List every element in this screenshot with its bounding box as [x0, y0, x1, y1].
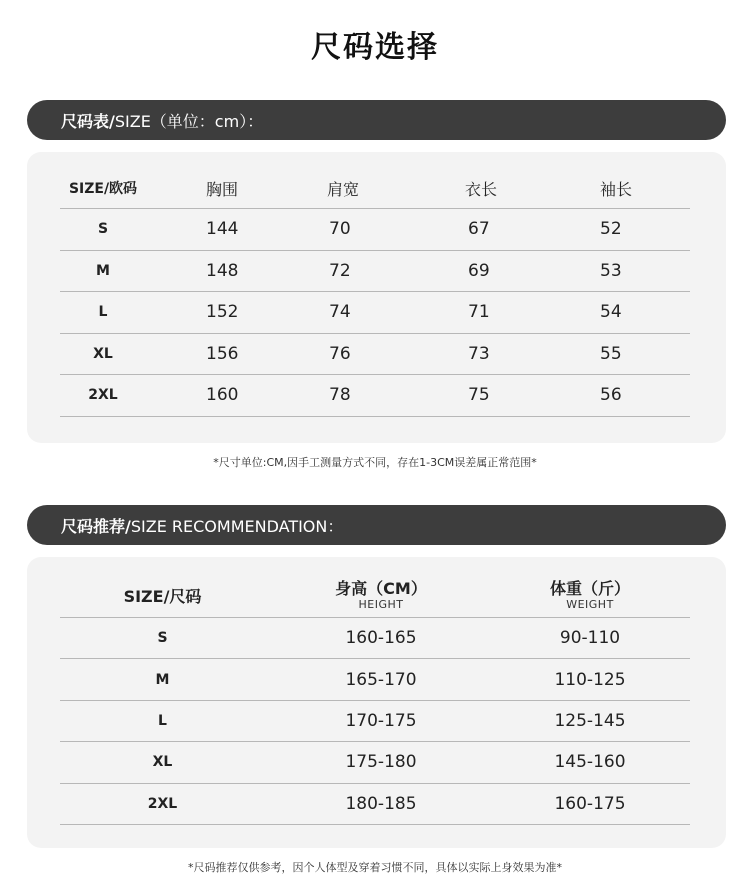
size-recommendation-header-bar [27, 505, 726, 545]
sleeve-cell: 56 [600, 385, 622, 406]
col-header-weight [515, 573, 665, 617]
table-row [60, 209, 690, 251]
sleeve-cell: 53 [600, 260, 622, 281]
size-chart-bar-bold: 尺码表/ [61, 111, 115, 131]
chest-cell: 160 [206, 385, 239, 406]
size-recommendation-note: *尺码推荐仅供参考，因个人体型及穿着习惯不同，具体以实际上身效果为准* [188, 861, 562, 874]
size-chart-header-bar [27, 100, 726, 140]
col-header-chest: 胸围 [206, 179, 239, 199]
table-row [60, 292, 690, 334]
col-header-shoulder: 肩宽 [327, 179, 360, 199]
col-header-size: SIZE/尺码 [123, 586, 202, 606]
height-header-en: HEIGHT [358, 597, 404, 611]
size-cell: L [158, 712, 167, 729]
sleeve-cell: 54 [600, 302, 622, 323]
chest-cell: 144 [206, 219, 239, 240]
length-cell: 73 [468, 343, 490, 364]
size-chart-note: *尺寸单位:CM,因手工测量方式不同，存在1-3CM误差属正常范围* [213, 456, 537, 469]
col-header-length: 衣长 [465, 179, 498, 199]
weight-cell: 110-125 [554, 669, 626, 690]
size-cell: L [98, 304, 108, 321]
size-cell: XL [152, 754, 173, 771]
table-row [60, 375, 690, 417]
col-header-size: SIZE/欧码 [68, 181, 138, 197]
table-row [60, 659, 690, 700]
page-title: 尺码选择 [311, 30, 439, 65]
shoulder-cell: 78 [329, 385, 351, 406]
weight-cell: 90-110 [559, 628, 621, 649]
size-chart-table [27, 152, 726, 443]
size-cell: XL [93, 345, 113, 362]
chest-cell: 152 [206, 302, 239, 323]
size-cell: M [155, 671, 170, 688]
shoulder-cell: 70 [329, 219, 351, 240]
size-recommendation-bar-text: SIZE RECOMMENDATION： [130, 516, 344, 536]
weight-header-en: WEIGHT [566, 597, 614, 611]
shoulder-cell: 76 [329, 343, 351, 364]
weight-cell: 145-160 [554, 752, 626, 773]
shoulder-cell: 74 [329, 302, 351, 323]
length-cell: 71 [468, 302, 490, 323]
sleeve-cell: 55 [600, 343, 622, 364]
table-row [60, 701, 690, 742]
weight-cell: 125-145 [554, 710, 626, 731]
size-chart-header-row [60, 168, 690, 209]
col-header-sleeve: 袖长 [600, 179, 633, 199]
length-cell: 67 [468, 219, 490, 240]
size-cell: M [96, 262, 110, 279]
height-cell: 165-170 [345, 669, 417, 690]
length-cell: 69 [468, 260, 490, 281]
length-cell: 75 [468, 385, 490, 406]
table-row [60, 618, 690, 659]
size-cell: 2XL [88, 387, 118, 404]
size-cell: S [157, 630, 168, 647]
size-recommendation-header-row [60, 573, 690, 618]
size-cell: S [97, 221, 109, 238]
table-row [60, 251, 690, 293]
shoulder-cell: 72 [329, 260, 351, 281]
sleeve-cell: 52 [600, 219, 622, 240]
size-recommendation-bar-bold: 尺码推荐/ [61, 516, 131, 536]
size-cell: 2XL [147, 795, 178, 812]
height-cell: 180-185 [345, 793, 417, 814]
table-row [60, 784, 690, 825]
col-header-height [306, 573, 456, 617]
table-row [60, 334, 690, 376]
height-cell: 175-180 [345, 752, 417, 773]
chest-cell: 156 [206, 343, 239, 364]
height-cell: 170-175 [345, 710, 417, 731]
size-chart-bar-text: SIZE（单位：cm）： [114, 111, 264, 131]
chest-cell: 148 [206, 260, 239, 281]
table-row [60, 742, 690, 783]
weight-cell: 160-175 [554, 793, 626, 814]
size-recommendation-table [27, 557, 726, 848]
height-cell: 160-165 [345, 628, 417, 649]
weight-header-cn: 体重（斤） [549, 578, 630, 598]
height-header-cn: 身高（CM） [335, 578, 427, 598]
